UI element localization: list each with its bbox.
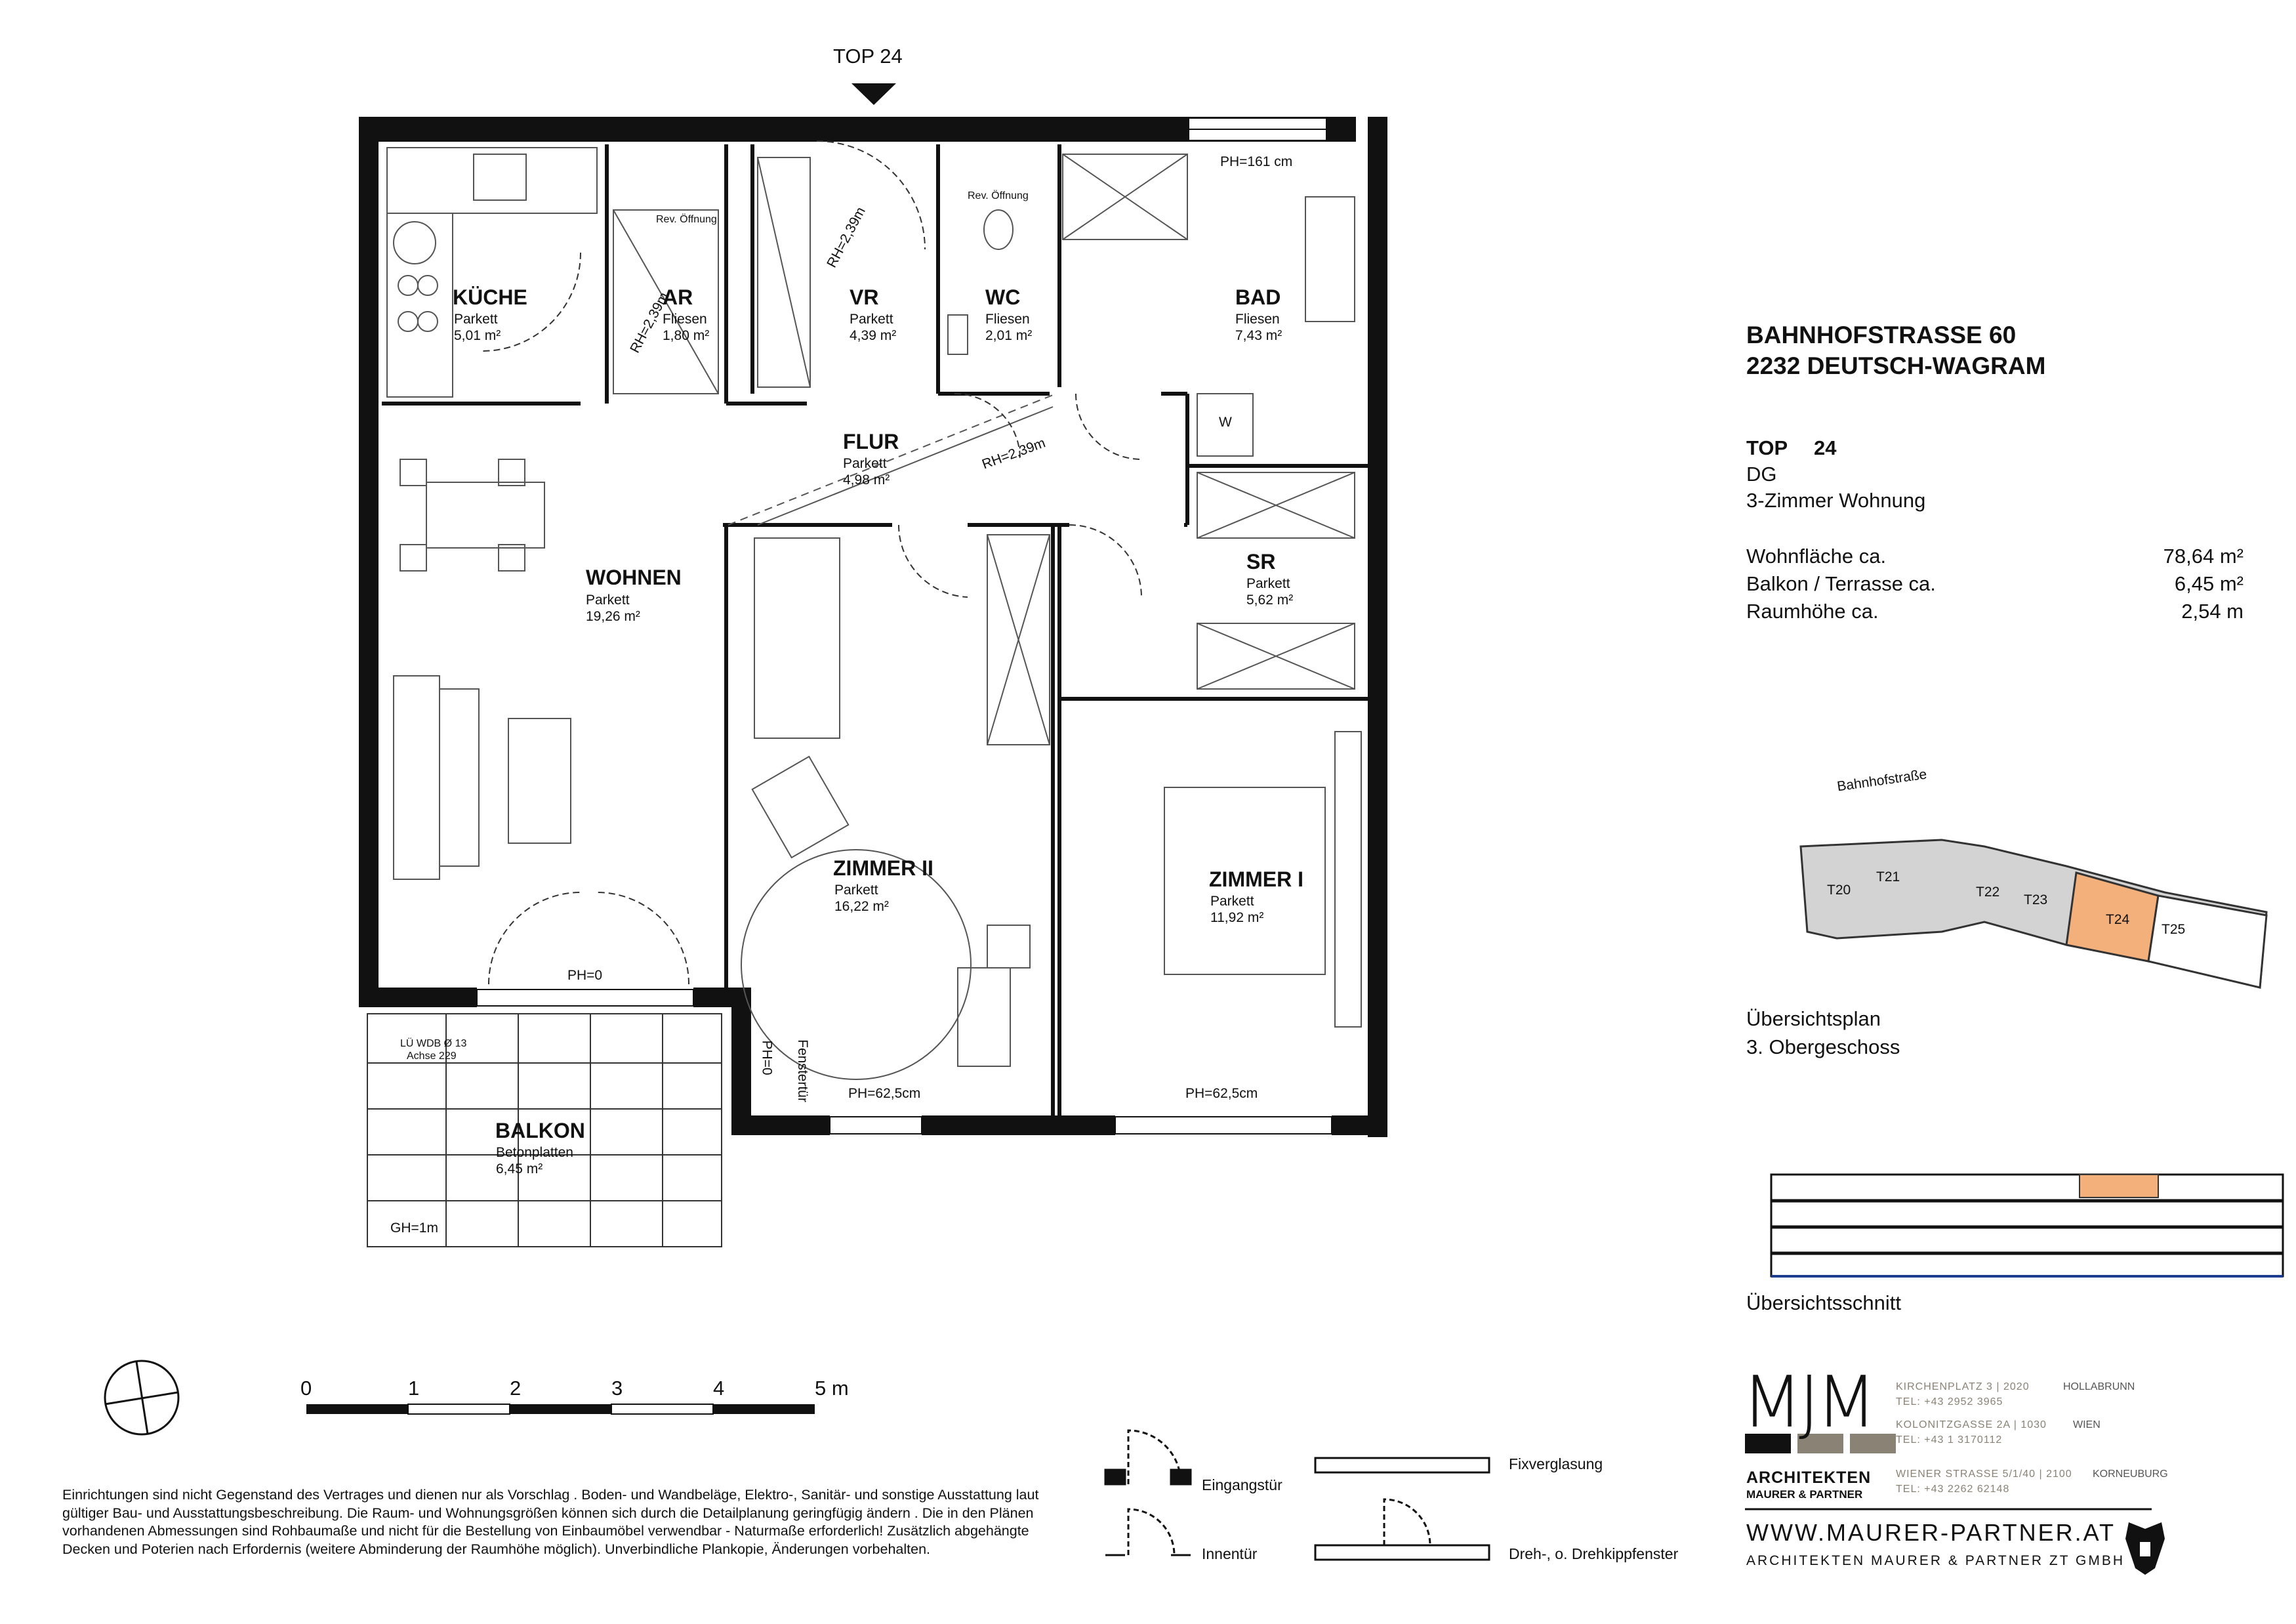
overview-unit-t25: T25 — [2162, 922, 2186, 937]
office-2-city: WIEN — [2073, 1419, 2101, 1430]
overview-section — [1771, 1175, 2283, 1276]
office-1-address: KIRCHENPLATZ 3 | 2020 — [1896, 1381, 2030, 1392]
scale-label-0: 0 — [300, 1377, 312, 1400]
office-3-tel: TEL: +43 2262 62148 — [1896, 1484, 2010, 1495]
office-2-tel: TEL: +43 1 3170112 — [1896, 1434, 2003, 1446]
office-1-tel: TEL: +43 2952 3965 — [1896, 1396, 2003, 1407]
office-3-city: KORNEUBURG — [2093, 1468, 2168, 1480]
stat-label-balkon: Balkon / Terrasse ca. — [1746, 572, 1936, 595]
room-vr-floor: Parkett — [850, 312, 893, 327]
note-gh: GH=1m — [390, 1220, 438, 1236]
address-line1: BAHNHOFSTRASSE 60 — [1746, 322, 2017, 348]
note-ph625-b: PH=62,5cm — [1185, 1086, 1258, 1101]
room-bad-name: BAD — [1235, 285, 1281, 309]
room-bad-area: 7,43 m² — [1235, 328, 1282, 343]
overview-street: Bahnhofstraße — [1836, 766, 1928, 795]
room-flur-floor: Parkett — [843, 456, 887, 471]
unit-top-number: 24 — [1814, 436, 1837, 459]
room-balkon-area: 6,45 m² — [496, 1161, 543, 1176]
note-lue1: LÜ WDB Ø 13 — [400, 1038, 467, 1049]
austrian-eagle-icon — [2125, 1522, 2165, 1575]
room-balkon-name: BALKON — [495, 1119, 585, 1142]
note-rh-ar: RH=2,39m — [627, 289, 672, 356]
legend-symbols — [1105, 1430, 1489, 1560]
firm-website[interactable]: WWW.MAURER-PARTNER.AT — [1746, 1519, 2116, 1546]
room-kueche-name: KÜCHE — [453, 285, 527, 309]
overview-floor: 3. Obergeschoss — [1746, 1035, 1900, 1058]
office-3-address: WIENER STRASSE 5/1/40 | 2100 — [1896, 1468, 2072, 1480]
entrance-label: TOP 24 — [833, 45, 903, 68]
room-ar-area: 1,80 m² — [663, 328, 710, 343]
overview-unit-t20: T20 — [1827, 883, 1851, 898]
room-wohnen-floor: Parkett — [586, 593, 630, 608]
room-zimmer1-floor: Parkett — [1210, 894, 1254, 909]
stat-value-raumhoehe: 2,54 m — [2181, 600, 2244, 623]
room-balkon-floor: Betonplatten — [496, 1145, 573, 1160]
note-w: W — [1219, 415, 1232, 430]
scale-label-4: 4 — [713, 1377, 725, 1400]
note-rev-ar: Rev. Öffnung — [656, 214, 717, 225]
note-ph161: PH=161 cm — [1220, 154, 1293, 169]
room-zimmer2-floor: Parkett — [834, 883, 878, 898]
note-ph0-a: PH=0 — [567, 968, 603, 983]
legend-fixed-glazing: Fixverglasung — [1509, 1455, 1603, 1472]
legend-inner-door: Innentür — [1202, 1545, 1258, 1562]
scale-bar — [306, 1404, 815, 1414]
overview-unit-t23: T23 — [2024, 892, 2048, 907]
legend-tilt-window: Dreh-, o. Drehkippfenster — [1509, 1545, 1679, 1562]
note-ph0-b: PH=0 — [759, 1040, 775, 1075]
north-arrow-icon — [105, 1361, 178, 1434]
overview-unit-t21: T21 — [1876, 869, 1900, 885]
scale-label-1: 1 — [408, 1377, 420, 1400]
address-line2: 2232 DEUTSCH-WAGRAM — [1746, 352, 2046, 379]
room-ar-floor: Fliesen — [663, 312, 707, 327]
unit-top-label: TOP — [1746, 436, 1788, 459]
room-zimmer2-area: 16,22 m² — [834, 899, 889, 914]
balcony-windows — [477, 989, 1332, 1134]
office-2-address: KOLONITZGASSE 2A | 1030 — [1896, 1419, 2047, 1430]
overview-title: Übersichtsplan — [1746, 1007, 1881, 1030]
note-ph625-a: PH=62,5cm — [848, 1086, 921, 1101]
room-vr-name: VR — [850, 285, 879, 309]
room-zimmer1-name: ZIMMER I — [1209, 867, 1303, 891]
overview-unit-t22: T22 — [1976, 885, 2000, 900]
note-rev-wc: Rev. Öffnung — [968, 190, 1029, 201]
unit-type: 3-Zimmer Wohnung — [1746, 489, 1926, 512]
disclaimer-text: Einrichtungen sind nicht Gegenstand des Vertrages und dienen nur als Vorschlag . Boden- und Wandbeläge, Elektro-, Sanitär- und sonstige Ausstattung laut gültiger Bau- und Ausstattungsbeschreibung. Die Raum- und Wohnungsgrößen können sich durch die Detailplanung geringfügig ändern . Die in den Plänen vorhandenen Abmessungen sind Rohbaumaße und nicht für die Bestellung von Einbaumöbel verwendbar - Naturmaße erforderlich! Zusätzlich abgehängte Decken und Poterien nach Erfordernis (weitere Abminderung der Raumhöhe möglich). Unverbindliche Plankopie, Änderungen vorbehalten. — [62, 1487, 1039, 1557]
firm-name-1: ARCHITEKTEN — [1746, 1468, 1872, 1487]
scale-label-5: 5 m — [815, 1377, 849, 1400]
overview-unit-t24: T24 — [2106, 912, 2130, 927]
legend-entrance-door: Eingangstür — [1202, 1476, 1282, 1493]
scale-label-2: 2 — [510, 1377, 522, 1400]
room-wc-name: WC — [985, 285, 1021, 309]
note-rh-flur: RH=2,39m — [979, 435, 1048, 472]
room-kueche-floor: Parkett — [454, 312, 498, 327]
firm-logo: MJM — [1742, 1362, 1874, 1444]
room-sr-floor: Parkett — [1246, 576, 1290, 591]
stat-label-wohnflaeche: Wohnfläche ca. — [1746, 545, 1887, 568]
entrance-arrow-icon — [851, 83, 896, 105]
room-zimmer2-name: ZIMMER II — [833, 856, 933, 880]
room-bad-floor: Fliesen — [1235, 312, 1280, 327]
office-1-city: HOLLABRUNN — [2063, 1381, 2135, 1392]
room-wohnen-name: WOHNEN — [586, 566, 682, 589]
stat-value-balkon: 6,45 m² — [2174, 572, 2244, 595]
section-title: Übersichtsschnitt — [1746, 1291, 1902, 1314]
room-flur-name: FLUR — [843, 430, 899, 453]
exterior-walls — [359, 117, 1387, 1137]
room-ar-name: AR — [663, 285, 693, 309]
room-flur-area: 4,98 m² — [843, 472, 890, 488]
overview-site-plan — [1801, 840, 2266, 988]
room-zimmer1-area: 11,92 m² — [1210, 910, 1264, 925]
stat-label-raumhoehe: Raumhöhe ca. — [1746, 600, 1879, 623]
firm-name-2: MAURER & PARTNER — [1746, 1488, 1863, 1501]
room-sr-name: SR — [1246, 550, 1276, 573]
top-windows — [1189, 118, 1326, 140]
stat-value-wohnflaeche: 78,64 m² — [2163, 545, 2244, 568]
room-wohnen-area: 19,26 m² — [586, 609, 640, 624]
scale-label-3: 3 — [611, 1377, 623, 1400]
room-wc-area: 2,01 m² — [985, 328, 1033, 343]
firm-full-name: ARCHITEKTEN MAURER & PARTNER ZT GMBH — [1746, 1553, 2125, 1568]
room-wc-floor: Fliesen — [985, 312, 1030, 327]
room-vr-area: 4,39 m² — [850, 328, 897, 343]
note-fenstertuer: Fenstertür — [794, 1039, 810, 1102]
room-sr-area: 5,62 m² — [1246, 593, 1294, 608]
door-swings — [482, 141, 1141, 984]
room-kueche-area: 5,01 m² — [454, 328, 501, 343]
note-lue2: Achse 229 — [407, 1051, 457, 1062]
note-rh-vr: RH=2,39m — [824, 204, 869, 270]
unit-level: DG — [1746, 463, 1777, 486]
